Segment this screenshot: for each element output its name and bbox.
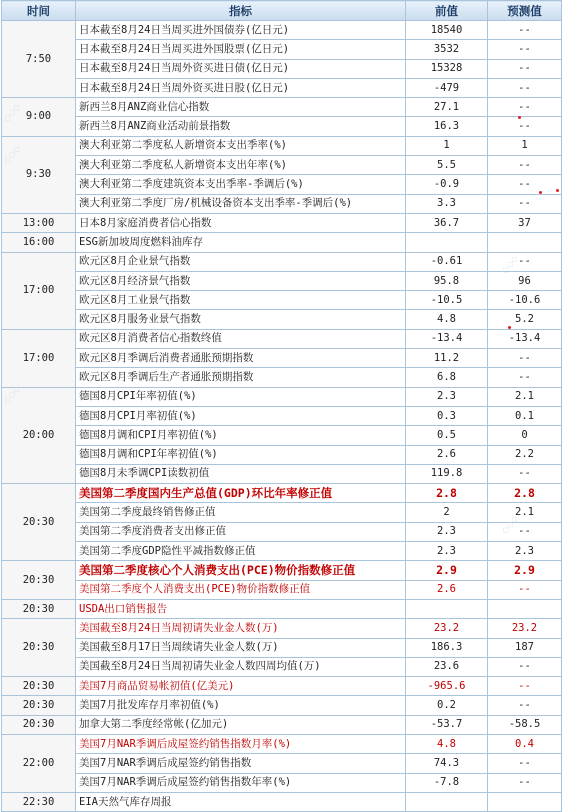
previous-value-cell: -965.6	[406, 677, 488, 696]
forecast-value-cell: -13.4	[488, 329, 562, 348]
table-row	[2, 715, 562, 734]
indicator-cell: 美国第二季度最终销售修正值	[76, 503, 406, 522]
table-row	[2, 98, 562, 117]
previous-value-cell: 2.6	[406, 445, 488, 464]
forecast-value-cell	[488, 233, 562, 252]
indicator-cell: 美国第二季度GDP隐性平减指数修正值	[76, 542, 406, 561]
table-row	[2, 657, 562, 676]
forecast-value-cell: --	[488, 696, 562, 715]
table-row	[2, 213, 562, 232]
table-row	[2, 619, 562, 638]
forecast-value-cell: 5.2	[488, 310, 562, 329]
indicator-cell: 日本截至8月24日当周买进外国股票(亿日元)	[76, 40, 406, 59]
forecast-value-cell: 187	[488, 638, 562, 657]
watermark-shape: ◇◇◇	[1, 101, 23, 125]
time-cell: 17:00	[2, 329, 76, 387]
table-row	[2, 503, 562, 522]
table-row	[2, 271, 562, 290]
table-row	[2, 426, 562, 445]
indicator-cell: 澳大利亚第二季度私人新增资本支出季率(%)	[76, 136, 406, 155]
previous-value-cell: -7.8	[406, 773, 488, 792]
time-cell: 20:00	[2, 387, 76, 483]
table-row	[2, 387, 562, 406]
table-row	[2, 580, 562, 599]
time-cell: 22:00	[2, 734, 76, 792]
previous-value-cell: -13.4	[406, 329, 488, 348]
table-row	[2, 368, 562, 387]
indicator-cell: 德国8月CPI月率初值(%)	[76, 406, 406, 425]
previous-value-cell: 2	[406, 503, 488, 522]
previous-value-cell: 2.3	[406, 522, 488, 541]
watermark-shape: ◇◇◇	[499, 513, 521, 537]
previous-value-cell: 0.2	[406, 696, 488, 715]
table-row	[2, 734, 562, 753]
indicator-cell: 日本8月家庭消费者信心指数	[76, 213, 406, 232]
marker-dot	[518, 116, 521, 119]
table-row	[2, 329, 562, 348]
marker-dot	[508, 326, 511, 329]
table-header-row	[2, 1, 562, 21]
indicator-cell: 新西兰8月ANZ商业信心指数	[76, 98, 406, 117]
table-row	[2, 522, 562, 541]
indicator-cell: 日本截至8月24日当周买进外国债券(亿日元)	[76, 21, 406, 40]
time-cell: 20:30	[2, 696, 76, 715]
forecast-value-cell: 2.8	[488, 484, 562, 503]
previous-value-cell: 4.8	[406, 734, 488, 753]
indicator-cell: 美国第二季度核心个人消费支出(PCE)物价指数修正值	[76, 561, 406, 580]
forecast-value-cell: -10.6	[488, 291, 562, 310]
table-row	[2, 792, 562, 811]
forecast-value-cell: 0.1	[488, 406, 562, 425]
forecast-value-cell: --	[488, 78, 562, 97]
time-cell: 20:30	[2, 677, 76, 696]
indicator-cell: 新西兰8月ANZ商业活动前景指数	[76, 117, 406, 136]
watermark-shape: ◇◇◇	[1, 143, 23, 167]
previous-value-cell: 18540	[406, 21, 488, 40]
table-row	[2, 233, 562, 252]
time-cell: 20:30	[2, 715, 76, 734]
forecast-value-cell: --	[488, 59, 562, 78]
table-row	[2, 349, 562, 368]
previous-value-cell: 2.9	[406, 561, 488, 580]
table-row	[2, 542, 562, 561]
indicator-cell: ESG新加坡周度燃料油库存	[76, 233, 406, 252]
table-row	[2, 310, 562, 329]
indicator-cell: 欧元区8月工业景气指数	[76, 291, 406, 310]
previous-value-cell: 2.6	[406, 580, 488, 599]
forecast-value-cell: 0	[488, 426, 562, 445]
indicator-cell: 欧元区8月服务业景气指数	[76, 310, 406, 329]
forecast-value-cell: --	[488, 156, 562, 175]
previous-value-cell	[406, 599, 488, 618]
table-row	[2, 156, 562, 175]
forecast-value-cell: --	[488, 40, 562, 59]
forecast-value-cell: 0.4	[488, 734, 562, 753]
previous-value-cell: 1	[406, 136, 488, 155]
marker-dot	[556, 189, 559, 192]
previous-value-cell: -0.9	[406, 175, 488, 194]
forecast-value-cell: 2.1	[488, 503, 562, 522]
indicator-cell: 欧元区8月消费者信心指数终值	[76, 329, 406, 348]
table-row	[2, 484, 562, 503]
indicator-cell: 美国截至8月24日当周初请失业金人数(万)	[76, 619, 406, 638]
previous-value-cell: 4.8	[406, 310, 488, 329]
time-cell: 13:00	[2, 213, 76, 232]
previous-value-cell: 6.8	[406, 368, 488, 387]
forecast-value-cell: --	[488, 175, 562, 194]
previous-value-cell: -53.7	[406, 715, 488, 734]
previous-value-cell: 36.7	[406, 213, 488, 232]
forecast-value-cell	[488, 792, 562, 811]
forecast-value-cell: --	[488, 21, 562, 40]
indicator-cell: 美国第二季度国内生产总值(GDP)环比年率修正值	[76, 484, 406, 503]
table-row	[2, 40, 562, 59]
table-row	[2, 464, 562, 483]
previous-value-cell: 3.3	[406, 194, 488, 213]
time-cell: 22:30	[2, 792, 76, 811]
previous-value-cell: 119.8	[406, 464, 488, 483]
indicator-cell: 澳大利亚第二季度厂房/机械设备资本支出季率-季调后(%)	[76, 194, 406, 213]
previous-value-cell: 2.3	[406, 387, 488, 406]
table-row	[2, 136, 562, 155]
forecast-value-cell: 2.3	[488, 542, 562, 561]
indicator-cell: 德国8月CPI年率初值(%)	[76, 387, 406, 406]
forecast-value-cell: 2.1	[488, 387, 562, 406]
table-row	[2, 445, 562, 464]
economic-calendar-table	[1, 0, 562, 812]
forecast-value-cell: --	[488, 252, 562, 271]
indicator-cell: 美国7月NAR季调后成屋签约销售指数年率(%)	[76, 773, 406, 792]
previous-value-cell: 23.6	[406, 657, 488, 676]
previous-value-cell: 11.2	[406, 349, 488, 368]
time-cell: 7:50	[2, 21, 76, 98]
forecast-value-cell: --	[488, 98, 562, 117]
indicator-cell: 德国8月未季调CPI读数初值	[76, 464, 406, 483]
marker-dot	[539, 191, 542, 194]
time-cell: 20:30	[2, 561, 76, 600]
indicator-cell: 德国8月调和CPI月率初值(%)	[76, 426, 406, 445]
table-row	[2, 696, 562, 715]
forecast-value-cell: --	[488, 754, 562, 773]
indicator-cell: 澳大利亚第二季度私人新增资本支出年率(%)	[76, 156, 406, 175]
table-row	[2, 406, 562, 425]
table-row	[2, 194, 562, 213]
forecast-value-cell: 2.2	[488, 445, 562, 464]
table-row	[2, 59, 562, 78]
forecast-value-cell: 1	[488, 136, 562, 155]
indicator-cell: 欧元区8月企业景气指数	[76, 252, 406, 271]
table-row	[2, 599, 562, 618]
table-row	[2, 21, 562, 40]
indicator-cell: 美国截至8月24日当周初请失业金人数四周均值(万)	[76, 657, 406, 676]
forecast-value-cell: 96	[488, 271, 562, 290]
indicator-cell: 欧元区8月经济景气指数	[76, 271, 406, 290]
previous-value-cell: 95.8	[406, 271, 488, 290]
table-row	[2, 561, 562, 580]
forecast-value-cell: --	[488, 773, 562, 792]
table-row	[2, 175, 562, 194]
table-row	[2, 291, 562, 310]
indicator-cell: 德国8月调和CPI年率初值(%)	[76, 445, 406, 464]
indicator-cell: EIA天然气库存周报	[76, 792, 406, 811]
forecast-value-cell: --	[488, 580, 562, 599]
indicator-cell: 美国7月NAR季调后成屋签约销售指数	[76, 754, 406, 773]
forecast-value-cell: --	[488, 368, 562, 387]
watermark-shape: ◇◇◇	[1, 383, 23, 407]
forecast-value-cell: -58.5	[488, 715, 562, 734]
indicator-cell: 欧元区8月季调后生产者通胀预期指数	[76, 368, 406, 387]
table-row	[2, 677, 562, 696]
previous-value-cell	[406, 792, 488, 811]
previous-value-cell: 74.3	[406, 754, 488, 773]
time-cell: 16:00	[2, 233, 76, 252]
forecast-value-cell: --	[488, 657, 562, 676]
table-row	[2, 78, 562, 97]
time-cell: 9:30	[2, 136, 76, 213]
previous-value-cell: -10.5	[406, 291, 488, 310]
time-cell: 9:00	[2, 98, 76, 137]
previous-value-cell: 23.2	[406, 619, 488, 638]
indicator-cell: 美国7月NAR季调后成屋签约销售指数月率(%)	[76, 734, 406, 753]
previous-value-cell: -0.61	[406, 252, 488, 271]
time-cell: 17:00	[2, 252, 76, 329]
forecast-value-cell: 23.2	[488, 619, 562, 638]
indicator-cell: 美国7月批发库存月率初值(%)	[76, 696, 406, 715]
indicator-cell: 日本截至8月24日当周外资买进日债(亿日元)	[76, 59, 406, 78]
forecast-value-cell: --	[488, 117, 562, 136]
indicator-cell: 美国第二季度个人消费支出(PCE)物价指数修正值	[76, 580, 406, 599]
indicator-cell: USDA出口销售报告	[76, 599, 406, 618]
previous-value-cell: 3532	[406, 40, 488, 59]
watermark-shape: ◇◇◇	[499, 253, 521, 277]
indicator-cell: 美国截至8月17日当周续请失业金人数(万)	[76, 638, 406, 657]
header-time: 时间	[2, 1, 76, 21]
indicator-cell: 美国7月商品贸易帐初值(亿美元)	[76, 677, 406, 696]
previous-value-cell: 15328	[406, 59, 488, 78]
table-row	[2, 773, 562, 792]
table-row	[2, 252, 562, 271]
previous-value-cell: 16.3	[406, 117, 488, 136]
forecast-value-cell: 37	[488, 213, 562, 232]
forecast-value-cell: 2.9	[488, 561, 562, 580]
previous-value-cell: 5.5	[406, 156, 488, 175]
forecast-value-cell: --	[488, 522, 562, 541]
forecast-value-cell: --	[488, 677, 562, 696]
forecast-value-cell: --	[488, 349, 562, 368]
table-row	[2, 754, 562, 773]
indicator-cell: 美国第二季度消费者支出修正值	[76, 522, 406, 541]
previous-value-cell: -479	[406, 78, 488, 97]
forecast-value-cell: --	[488, 194, 562, 213]
calendar-body	[2, 21, 562, 812]
previous-value-cell: 27.1	[406, 98, 488, 117]
previous-value-cell: 186.3	[406, 638, 488, 657]
table-row	[2, 638, 562, 657]
header-forecast: 预测值	[488, 1, 562, 21]
indicator-cell: 欧元区8月季调后消费者通胀预期指数	[76, 349, 406, 368]
indicator-cell: 加拿大第二季度经常帐(亿加元)	[76, 715, 406, 734]
forecast-value-cell: --	[488, 464, 562, 483]
header-previous: 前值	[406, 1, 488, 21]
table-row	[2, 117, 562, 136]
indicator-cell: 日本截至8月24日当周外资买进日股(亿日元)	[76, 78, 406, 97]
indicator-cell: 澳大利亚第二季度建筑资本支出季率-季调后(%)	[76, 175, 406, 194]
previous-value-cell: 0.3	[406, 406, 488, 425]
previous-value-cell: 2.3	[406, 542, 488, 561]
previous-value-cell	[406, 233, 488, 252]
previous-value-cell: 2.8	[406, 484, 488, 503]
time-cell: 20:30	[2, 599, 76, 618]
time-cell: 20:30	[2, 484, 76, 561]
forecast-value-cell	[488, 599, 562, 618]
previous-value-cell: 0.5	[406, 426, 488, 445]
time-cell: 20:30	[2, 619, 76, 677]
header-indicator: 指标	[76, 1, 406, 21]
